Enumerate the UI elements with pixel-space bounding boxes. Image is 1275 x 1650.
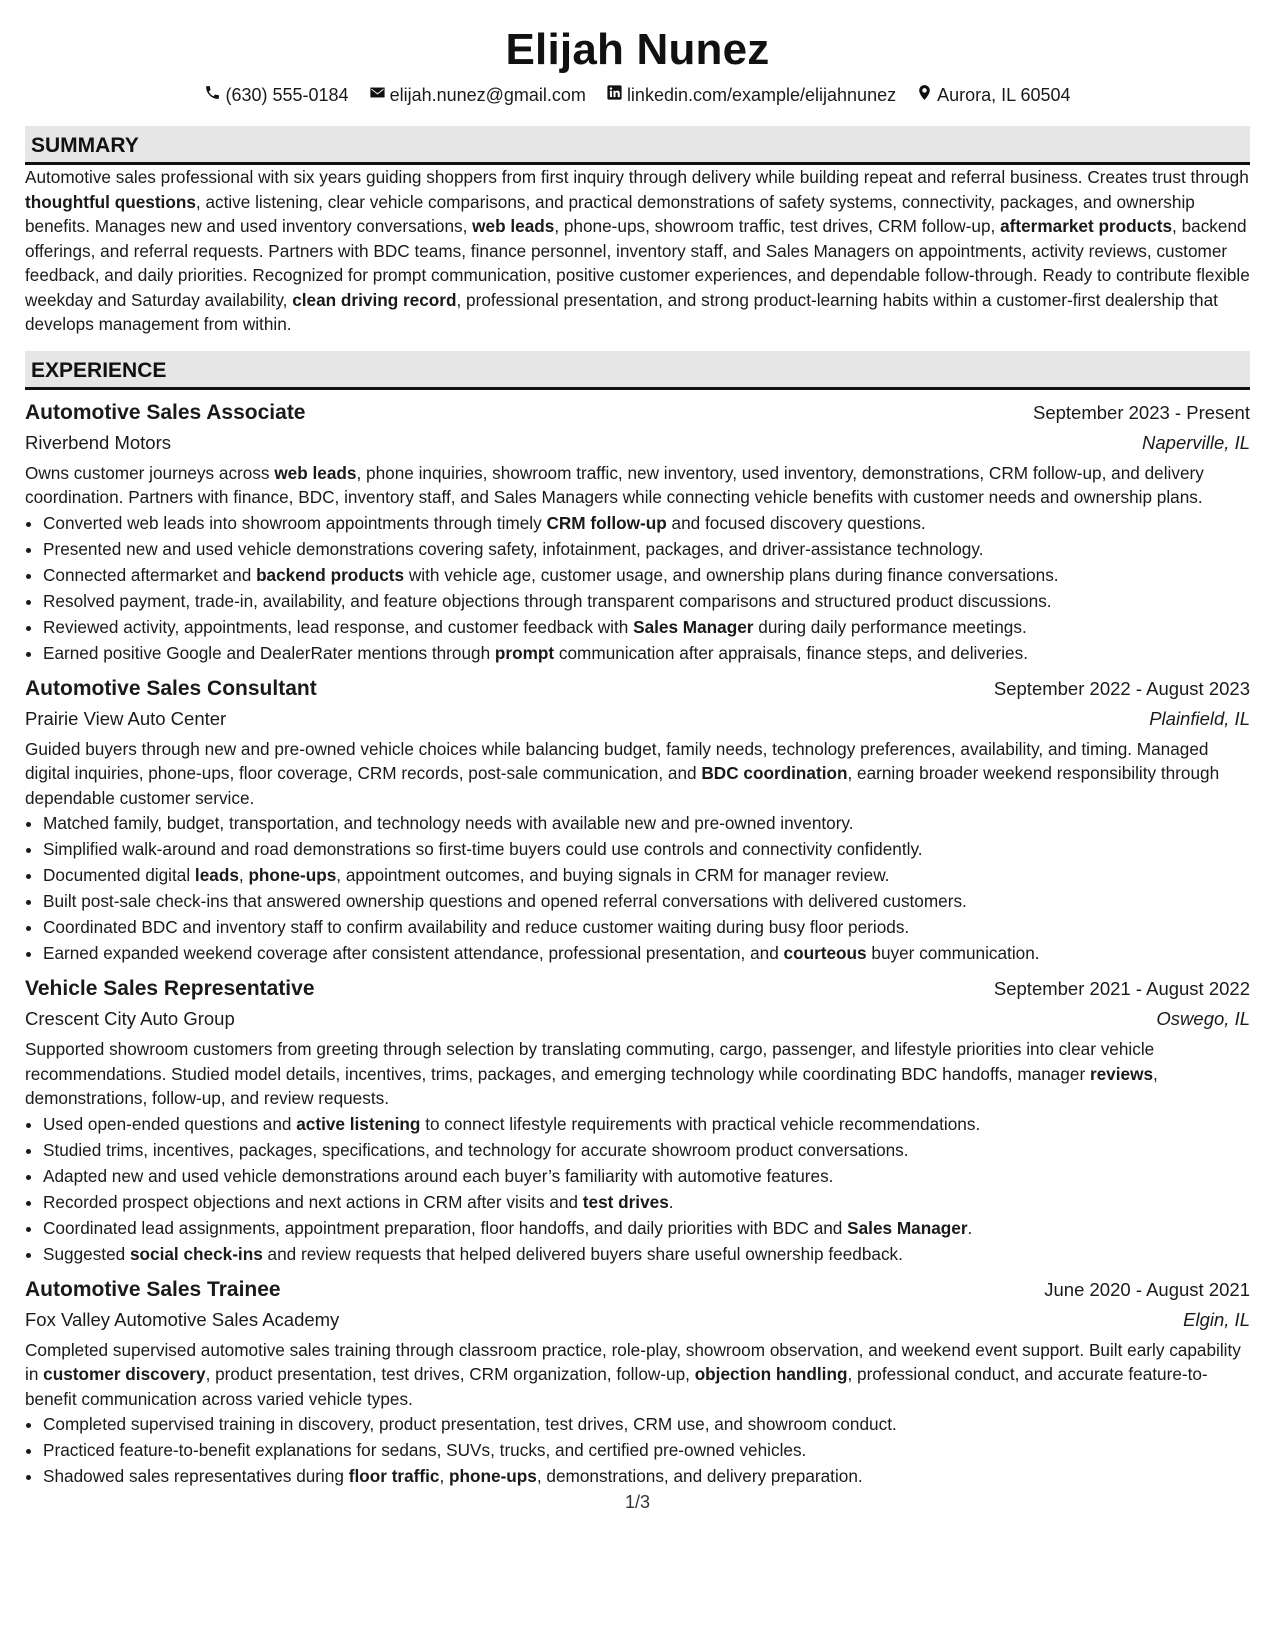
bold-keyword: prompt (494, 642, 555, 663)
linkedin-link[interactable]: linkedin.com/example/elijahnunez (626, 84, 897, 105)
contact-phone (204, 84, 348, 106)
bold-keyword: backend products (256, 564, 405, 585)
bullet-item (43, 510, 1250, 536)
text-segment: Coordinated lead assignments, appointment preparation, floor handoffs, and daily priorities with BDC and (43, 1217, 848, 1238)
text-segment: , active listening, clear vehicle comparisons, and practical demonstrations of safety systems, connectivity, packages, and ownership benefits. Manages new and used inventory conversations, (25, 191, 1195, 236)
bullet-item (43, 562, 1250, 588)
job-entry (25, 398, 1250, 666)
bullet-item (43, 614, 1250, 640)
bullet-item (43, 1463, 1250, 1489)
text-segment: , product presentation, test drives, CRM organization, follow-up, (205, 1364, 695, 1384)
text-segment: to connect lifestyle requirements with practical vehicle recommendations. (420, 1113, 981, 1134)
bullet-item (43, 1241, 1250, 1267)
bold-keyword: web leads (472, 216, 555, 236)
summary-paragraph (25, 165, 1250, 337)
bold-keyword: Sales Manager (633, 616, 754, 637)
bullet-item (43, 1189, 1250, 1215)
bold-keyword: test drives (582, 1191, 669, 1212)
text-segment: Supported showroom customers from greeting through selection by translating commuting, cargo, passenger, and lifestyle priorities into clear vehicle recommendations. Studied model details, incentives, trims, packages, and emerging technology while coordinating BDC handoffs, manager (25, 1039, 1155, 1084)
text-segment: with vehicle age, customer usage, and ownership plans during finance conversations. (404, 564, 1059, 585)
text-segment: Coordinated BDC and inventory staff to confirm availability and reduce customer waiting during busy floor periods. (43, 917, 910, 937)
job-title-row (25, 1275, 1250, 1305)
bullet-item (43, 536, 1250, 562)
job-description (25, 737, 1250, 811)
bold-keyword: thoughtful questions (25, 191, 196, 212)
text-segment: during daily performance meetings. (753, 616, 1027, 637)
bullet-item (43, 836, 1250, 862)
bullet-item (43, 1163, 1250, 1189)
bullet-item (43, 1437, 1250, 1463)
text-segment: Simplified walk-around and road demonstrations so first-time buyers could use controls and connectivity confidently. (43, 839, 923, 859)
job-bullets (25, 810, 1250, 966)
text-segment: , backend offerings, and referral requests. Partners with BDC teams, finance personnel, inventory staff, and Sales Managers on appointments, activity reviews, customer feedback, and daily priorities. Recognized for prompt communication, positive customer experiences, and dependable follow-through. Ready to contribute flexible weekday and Saturday availability, (25, 216, 1250, 310)
bold-keyword: phone-ups (248, 865, 337, 885)
text-segment: Converted web leads into showroom appointments through timely (43, 512, 547, 533)
bullet-item (43, 1215, 1250, 1241)
text-segment: Used open-ended questions and (43, 1113, 297, 1134)
text-segment: , demonstrations, follow-up, and review requests. (25, 1063, 1158, 1108)
bullet-item (43, 1137, 1250, 1163)
job-description (25, 1037, 1250, 1111)
text-segment: . (967, 1217, 973, 1238)
text-segment: and review requests that helped delivered buyers share useful ownership feedback. (262, 1243, 903, 1264)
job-company: Riverbend Motors (25, 431, 172, 453)
contact-location (916, 84, 1070, 106)
job-dates: June 2020 - August 2021 (1044, 1278, 1250, 1300)
text-segment: , (238, 865, 249, 885)
job-dates: September 2021 - August 2022 (993, 978, 1250, 999)
text-segment: , professional presentation, and strong product-learning habits within a customer-first dealership that develops management from within. (25, 289, 1218, 334)
text-segment: Completed supervised training in discovery, product presentation, test drives, CRM use, and showroom conduct. (43, 1414, 897, 1434)
summary-heading: SUMMARY (25, 126, 1250, 165)
job-title: Vehicle Sales Representative (25, 977, 315, 1000)
contact-bar (25, 82, 1250, 108)
text-segment: , professional conduct, and accurate feature-to-benefit communication across varied vehicle types. (25, 1364, 1208, 1409)
bullet-item (43, 640, 1250, 666)
text-segment: Earned expanded weekend coverage after consistent attendance, professional presentation, and (43, 943, 784, 963)
job-title-row (25, 974, 1250, 1004)
job-entry (25, 1275, 1250, 1490)
bullet-item (43, 588, 1250, 614)
bold-keyword: CRM follow-up (546, 512, 667, 533)
bold-keyword: social check-ins (129, 1243, 263, 1264)
bold-keyword: BDC coordination (701, 763, 848, 783)
job-title-row (25, 674, 1250, 704)
job-title: Automotive Sales Associate (25, 400, 306, 424)
job-description (25, 461, 1250, 510)
experience-list (25, 398, 1250, 1490)
text-segment: Guided buyers through new and pre-owned vehicle choices while balancing budget, family needs, technology preferences, availability, and timing. Managed digital inquiries, phone-ups, floor coverage, CRM records, post-sale communication, and (25, 738, 1209, 783)
page-indicator: 1/3 (624, 1492, 651, 1512)
job-company: Crescent City Auto Group (25, 1008, 235, 1029)
text-segment: Shadowed sales representatives during (43, 1466, 349, 1486)
text-segment: Built post-sale check-ins that answered ownership questions and opened referral conversations with delivered customers. (43, 891, 967, 911)
job-location: Plainfield, IL (1149, 707, 1250, 729)
text-segment: Automotive sales professional with six years guiding shoppers from first inquiry through delivery while building repeat and referral business. Creates trust through (25, 167, 1249, 187)
text-segment: Practiced feature-to-benefit explanations for sedans, SUVs, trucks, and certified pre-owned vehicles. (43, 1440, 807, 1460)
bullet-item (43, 1411, 1250, 1437)
resume-page (25, 0, 1250, 1489)
bullet-item (43, 862, 1250, 888)
job-location: Naperville, IL (1142, 431, 1250, 453)
linkedin-icon (606, 84, 623, 106)
text-segment: , phone-ups, showroom traffic, test drives, CRM follow-up, (554, 216, 1001, 236)
bold-keyword: floor traffic (348, 1466, 440, 1486)
text-segment: . (668, 1191, 674, 1212)
bullet-item (43, 940, 1250, 966)
location-text: Aurora, IL 60504 (937, 84, 1071, 105)
job-location: Elgin, IL (1183, 1308, 1250, 1330)
text-segment: , demonstrations, and delivery preparation. (536, 1466, 863, 1486)
text-segment: Owns customer journeys across (25, 462, 275, 483)
job-dates: September 2022 - August 2023 (993, 677, 1250, 699)
text-segment: Documented digital (43, 865, 195, 885)
text-segment: Completed supervised automotive sales training through classroom practice, role-play, showroom observation, and weekend event support. Built early capability in (25, 1339, 1241, 1384)
text-segment: Suggested (43, 1243, 130, 1264)
job-bullets (25, 1411, 1250, 1489)
bullet-item (43, 810, 1250, 836)
bold-keyword: clean driving record (292, 289, 457, 310)
text-segment: Adapted new and used vehicle demonstrations around each buyer’s familiarity with automotive features. (43, 1165, 834, 1186)
text-segment: , phone inquiries, showroom traffic, new inventory, used inventory, demonstrations, CRM follow-up, and delivery coordination. Partners with finance, BDC, inventory staff, and Sales Managers while connecting vehicle benefits with customer needs and ownership plans. (25, 462, 1204, 507)
job-location: Oswego, IL (1156, 1008, 1250, 1029)
text-segment: , appointment outcomes, and buying signals in CRM for manager review. (336, 865, 890, 885)
email-link[interactable]: elijah.nunez@gmail.com (389, 84, 586, 105)
job-company: Fox Valley Automotive Sales Academy (25, 1308, 340, 1330)
job-dates: September 2023 - Present (1033, 401, 1250, 423)
bold-keyword: active listening (296, 1113, 421, 1134)
bold-keyword: courteous (783, 943, 867, 963)
job-title: Automotive Sales Consultant (25, 676, 317, 700)
contact-linkedin (606, 84, 896, 106)
text-segment: communication after appraisals, finance steps, and deliveries. (554, 642, 1028, 663)
job-bullets (25, 1111, 1250, 1267)
phone-text[interactable]: (630) 555-0184 (225, 84, 349, 105)
bullet-item (43, 1111, 1250, 1137)
text-segment: Reviewed activity, appointments, lead response, and customer feedback with (43, 616, 634, 637)
text-segment: Presented new and used vehicle demonstrations covering safety, infotainment, packages, and driver-assistance technology. (43, 538, 984, 559)
job-title: Automotive Sales Trainee (25, 1277, 281, 1301)
job-entry (25, 974, 1250, 1267)
text-segment: Studied trims, incentives, packages, specifications, and technology for accurate showroom product conversations. (43, 1139, 909, 1160)
text-segment: and focused discovery questions. (666, 512, 926, 533)
bold-keyword: reviews (1089, 1063, 1154, 1084)
bullet-item (43, 914, 1250, 940)
job-company-row (25, 1305, 1250, 1335)
text-segment: Resolved payment, trade-in, availability, and feature objections through transparent comparisons and structured product discussions. (43, 590, 1052, 611)
job-title-row (25, 398, 1250, 428)
bold-keyword: phone-ups (449, 1466, 537, 1486)
text-segment: Connected aftermarket and (43, 564, 257, 585)
phone-icon (204, 84, 221, 106)
text-segment: Recorded prospect objections and next actions in CRM after visits and (43, 1191, 583, 1212)
candidate-name: Elijah Nunez (505, 25, 770, 74)
envelope-icon (369, 84, 386, 106)
contact-email (369, 84, 586, 106)
job-description (25, 1338, 1250, 1412)
text-segment: , earning broader weekend responsibility through dependable customer service. (25, 763, 1220, 808)
bold-keyword: web leads (274, 462, 357, 483)
bullet-item (43, 888, 1250, 914)
job-company-row (25, 704, 1250, 734)
job-entry (25, 674, 1250, 967)
experience-heading: EXPERIENCE (25, 351, 1250, 390)
job-company-row (25, 1004, 1250, 1034)
map-pin-icon (916, 84, 933, 106)
bold-keyword: aftermarket products (1000, 216, 1173, 236)
job-company-row (25, 428, 1250, 458)
text-segment: Matched family, budget, transportation, and technology needs with available new and pre-owned inventory. (43, 813, 854, 833)
job-bullets (25, 510, 1250, 666)
job-company: Prairie View Auto Center (25, 707, 227, 729)
bold-keyword: leads (194, 865, 239, 885)
text-segment: buyer communication. (866, 943, 1040, 963)
text-segment: Earned positive Google and DealerRater mentions through (43, 642, 495, 663)
bold-keyword: objection handling (694, 1364, 848, 1384)
text-segment: , (439, 1466, 450, 1486)
bold-keyword: customer discovery (43, 1364, 206, 1384)
bold-keyword: Sales Manager (847, 1217, 968, 1238)
